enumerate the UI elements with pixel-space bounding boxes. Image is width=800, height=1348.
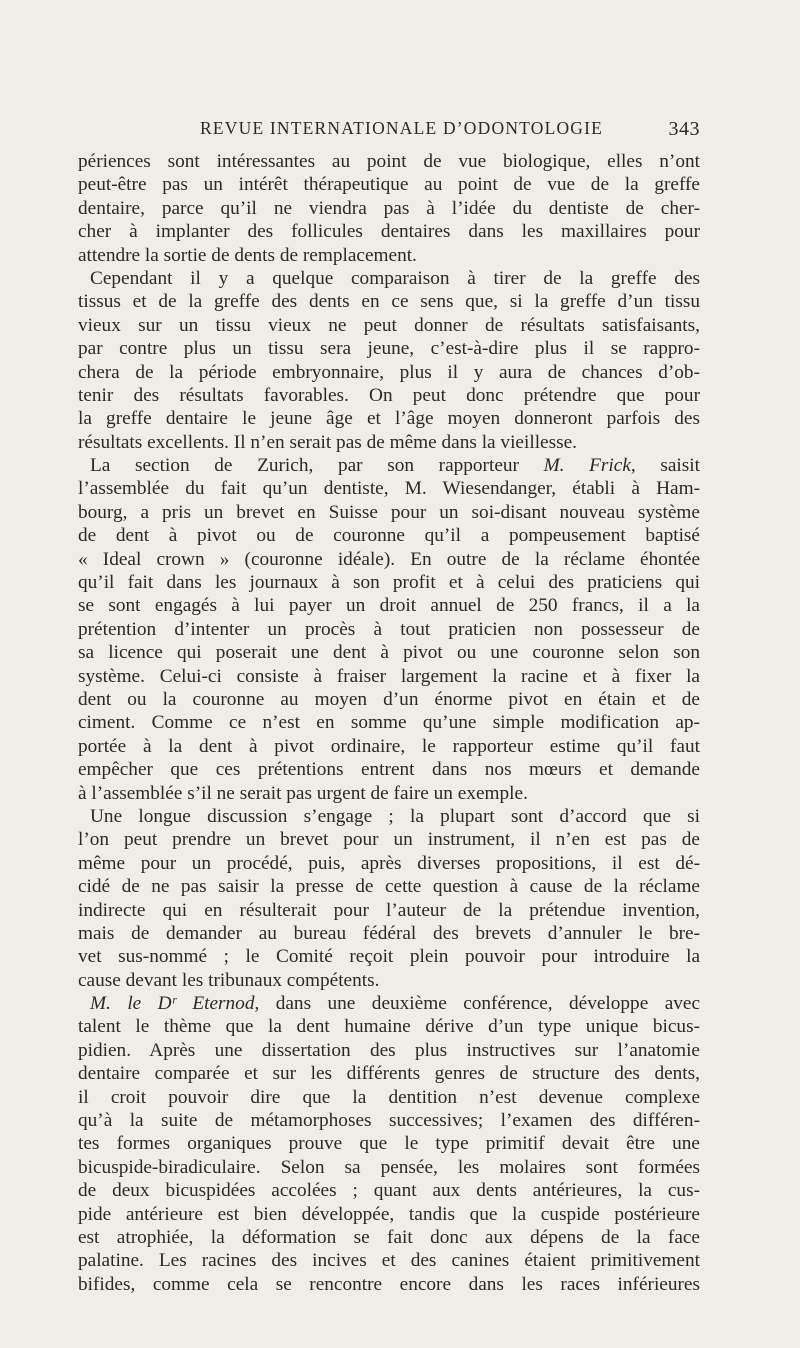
text-line: dentaire comparée et sur les différents genres de structure des dents, — [78, 1063, 700, 1085]
text-line: Une longue discussion s’engage ; la plupart sont d’accord que si — [90, 805, 700, 827]
running-header — [78, 118, 700, 148]
text-segment: , saisit — [630, 455, 700, 477]
text-line: prétention d’intenter un procès à tout praticien non possesseur de — [78, 618, 700, 640]
text-line: même pour un procédé, puis, après diverses propositions, il est dé- — [78, 852, 700, 874]
text-line: attendre la sortie de dents de remplacement. — [78, 244, 417, 266]
text-line: Cependant il y a quelque comparaison à tirer de la greffe des — [90, 267, 700, 289]
text-line: se sont engagés à lui payer un droit annuel de 250 francs, il a la — [78, 595, 700, 617]
italic-name: M. Frick — [543, 455, 631, 477]
text-segment: La section de Zurich, par son rapporteur — [90, 455, 544, 477]
text-line: par contre plus un tissu sera jeune, c’est-à-dire plus il se rappro- — [78, 338, 700, 360]
text-line: dentaire, parce qu’il ne viendra pas à l’idée du dentiste de cher- — [78, 197, 700, 219]
journal-title: REVUE INTERNATIONALE D’ODONTOLOGIE — [200, 118, 604, 138]
text-line — [78, 992, 700, 1015]
text-line: pidien. Après une dissertation des plus instructives sur l’anatomie — [78, 1039, 700, 1061]
text-line: l’on peut prendre un brevet pour un instrument, il n’en est pas de — [78, 829, 700, 851]
text-line: est atrophiée, la déformation se fait donc aux dépens de la face — [78, 1226, 700, 1248]
text-line: portée à la dent à pivot ordinaire, le rapporteur estime qu’il faut — [78, 735, 700, 757]
text-segment: , dans une deuxième conférence, développe avec — [254, 993, 700, 1015]
text-line: cidé de ne pas saisir la presse de cette question à cause de la réclame — [78, 876, 700, 898]
text-line: peut-être pas un intérêt thérapeutique au point de vue de la greffe — [78, 174, 700, 196]
text-line: palatine. Les racines des incives et des canines étaient primitivement — [78, 1250, 700, 1272]
text-line: à l’assemblée s’il ne serait pas urgent de faire un exemple. — [78, 782, 528, 804]
text-line: tissus et de la greffe des dents en ce sens que, si la greffe d’un tissu — [78, 291, 700, 313]
text-line — [78, 454, 700, 477]
text-line: sa licence qui poserait une dent à pivot ou une couronne selon son — [78, 642, 700, 664]
text-line: cause devant les tribunaux compétents. — [78, 969, 380, 991]
text-line: système. Celui-ci consiste à fraiser largement la racine et à fixer la — [78, 665, 700, 687]
text-line: vet sus-nommé ; le Comité reçoit plein pouvoir pour introduire la — [78, 946, 700, 968]
text-line: la greffe dentaire le jeune âge et l’âge moyen donneront parfois des — [78, 408, 700, 430]
text-line: ciment. Comme ce n’est en somme qu’une simple modification ap- — [78, 712, 700, 734]
text-line: périences sont intéressantes au point de vue biologique, elles n’ont — [78, 151, 700, 172]
text-line: empêcher que ces prétentions entrent dans nos mœurs et demande — [78, 759, 700, 781]
text-line: indirecte qui en résulterait pour l’auteur de la prétendue invention, — [78, 899, 700, 921]
text-line: de deux bicuspidées accolées ; quant aux dents antérieures, la cus- — [78, 1180, 700, 1202]
text-line: qu’il fait dans les journaux à son profit et à celui des praticiens qui — [78, 572, 700, 594]
text-line: il croit pouvoir dire que la dentition n’est devenue complexe — [78, 1086, 700, 1108]
text-line: qu’à la suite de métamorphoses successives; l’examen des différen- — [78, 1110, 700, 1132]
text-line: résultats excellents. Il n’en serait pas de même dans la vieillesse. — [78, 431, 577, 453]
text-line: tes formes organiques prouve que le type primitif devait être une — [78, 1133, 700, 1155]
text-line: dent ou la couronne au moyen d’un énorme pivot en étain et de — [78, 688, 700, 710]
text-line: de dent à pivot ou de couronne qu’il a pompeusement baptisé — [78, 525, 700, 547]
text-line: cher à implanter des follicules dentaires dans les maxillaires pour — [78, 221, 700, 243]
text-line: l’assemblée du fait qu’un dentiste, M. Wiesendanger, établi à Ham- — [78, 478, 700, 500]
page-number: 343 — [668, 118, 700, 140]
text-line: bourg, a pris un brevet en Suisse pour un soi-disant nouveau système — [78, 501, 700, 523]
text-line: « Ideal crown » (couronne idéale). En outre de la réclame éhontée — [78, 548, 700, 570]
text-line: vieux sur un tissu vieux ne peut donner de résultats satisfaisants, — [78, 314, 700, 336]
body-text — [78, 150, 700, 1296]
text-line: bicuspide-biradiculaire. Selon sa pensée, les molaires sont formées — [78, 1156, 700, 1178]
text-line: talent le thème que la dent humaine dérive d’un type unique bicus- — [78, 1016, 700, 1038]
text-line: mais de demander au bureau fédéral des brevets d’annuler le bre- — [78, 922, 700, 944]
italic-name: M. le Dʳ Eternod — [90, 993, 255, 1015]
text-line: pide antérieure est bien développée, tandis que la cuspide postérieure — [78, 1203, 700, 1225]
text-line: chera de la période embryonnaire, plus il y aura de chances d’ob- — [78, 361, 700, 383]
text-line: tenir des résultats favorables. On peut donc prétendre que pour — [78, 384, 700, 406]
text-line: bifides, comme cela se rencontre encore dans les races inférieures — [78, 1273, 700, 1295]
